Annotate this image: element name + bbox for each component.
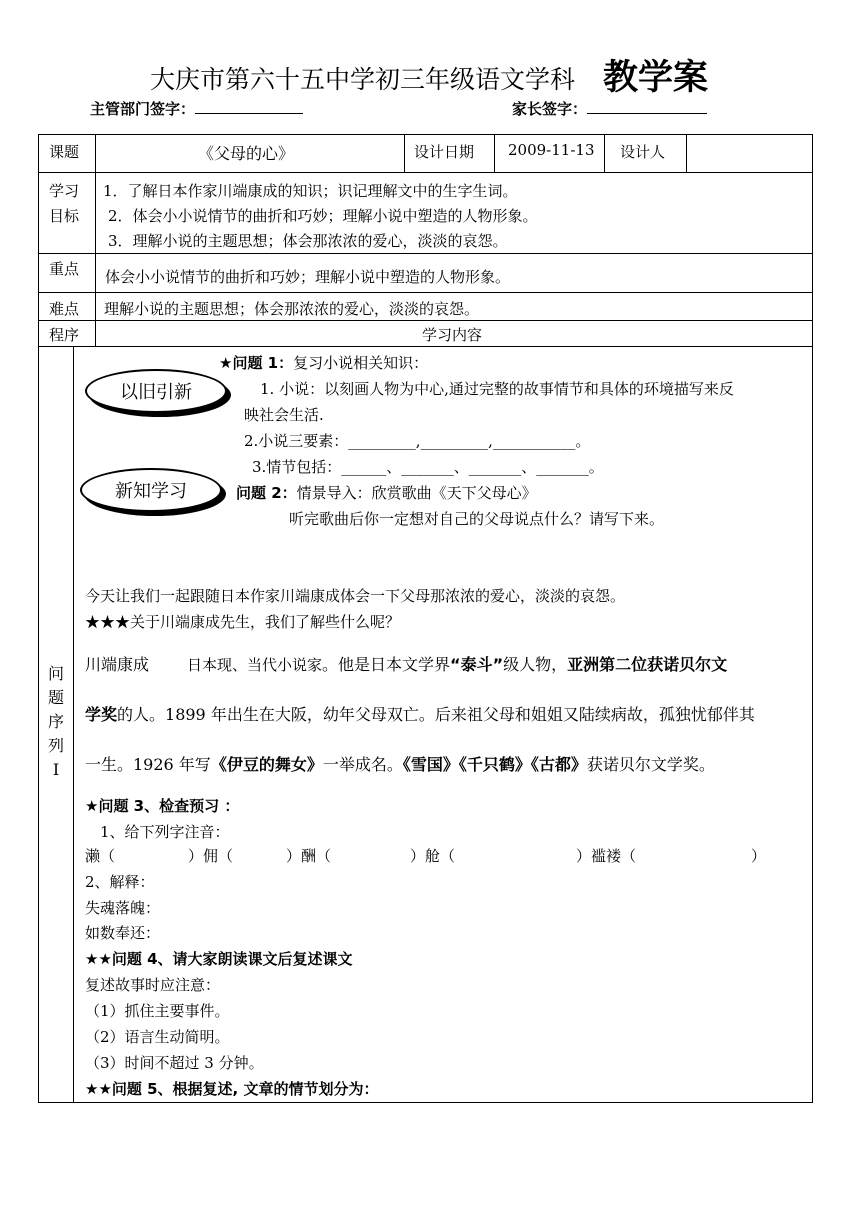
author-line-1: 川端康成 日本现、当代小说家。他是日本文学界“泰斗”级人物，亚洲第二位获诺贝尔文 [85,655,728,674]
goal-item: 1．了解日本作家川端康成的知识；识记理解文中的生字生词。 [103,182,518,200]
q1-line: 2.小说三要素：_________,_________,___________。 [244,432,591,450]
sign-parent-blank [587,99,707,114]
question-2: 问题 2：情景导入：欣赏歌曲《天下父母心》 [236,484,537,502]
design-date: 2009-11-13 [508,141,595,159]
q1-line: 1. 小说：以刻画人物为中心,通过完整的故事情节和具体的环境描写来反 [260,380,734,398]
q1-line: 映社会生活. [244,406,324,424]
label-difficulty: 难点 [49,300,80,318]
question-1: ★问题 1：复习小说相关知识： [219,354,429,372]
label-goals-2: 目标 [49,207,80,225]
label-goals-1: 学习 [49,182,80,200]
topic-title: 《父母的心》 [198,144,295,163]
difficulty-text: 理解小说的主题思想；体会那浓浓的爱心，淡淡的哀怨。 [104,300,480,318]
sign-parent [512,98,707,119]
label-designer: 设计人 [620,143,666,161]
goal-item: 3．理解小说的主题思想；体会那浓浓的爱心，淡淡的哀怨。 [108,232,508,250]
q4-line: （2）语言生动简明。 [85,1028,230,1046]
question-5: ★★问题 5、根据复述, 文章的情节划分为： [85,1080,379,1098]
sign-supervisor-label: 主管部门签字： [90,100,196,118]
q2-line: 听完歌曲后你一定想对自己的父母说点什么？请写下来。 [289,510,665,528]
intro-text: 今天让我们一起跟随日本作家川端康成体会一下父母那浓浓的爱心，淡淡的哀怨。 [85,587,626,605]
author-line-2: 学奖的人。1899 年出生在大阪，幼年父母双亡。后来祖父母和姐姐又陆续病故，孤独忧郁伴其 [85,705,755,724]
author-line-3: 一生。1926 年写《伊豆的舞女》一举成名。《雪国》《千只鹤》《古都》获诺贝尔文学奖。 [85,755,715,774]
page-title: 大庆市第六十五中学初三年级语文学科 [150,65,576,94]
content-header: 学习内容 [422,326,483,344]
q4-line: （3）时间不超过 3 分钟。 [85,1054,264,1072]
oval-review: 以旧引新 [85,369,227,413]
q4-line: 复述故事时应注意： [85,976,221,994]
q1-line: 3.情节包括：______、_______、_______、_______。 [252,458,604,476]
sign-supervisor [90,98,303,119]
q3-line: 失魂落魄： [85,899,161,917]
sign-parent-label: 家长签字： [512,100,588,118]
side-label: 问 题 序 列 Ⅰ [47,664,64,779]
q3-line: 如数奉还： [85,924,161,942]
author-question: ★★★关于川端康成先生，我们了解些什么呢？ [85,613,401,631]
question-3: ★问题 3、检查预习 ： [85,797,240,815]
oval-new-learning: 新知学习 [80,468,222,512]
sign-supervisor-blank [195,99,303,114]
q3-line: 2、解释： [85,873,155,891]
label-procedure: 程序 [49,326,80,344]
q3-line: 1、给下列字注音： [100,823,230,841]
label-design-date: 设计日期 [414,143,475,161]
page-title-emphasis: 教学案 [603,57,709,98]
label-topic: 课题 [49,143,80,161]
question-4: ★★问题 4、请大家朗读课文后复述课文 [85,950,353,968]
goal-item: 2．体会小小说情节的曲折和巧妙；理解小说中塑造的人物形象。 [108,207,538,225]
label-key-point: 重点 [49,260,80,278]
q4-line: （1）抓住主要事件。 [85,1002,230,1020]
key-point-text: 体会小小说情节的曲折和巧妙；理解小说中塑造的人物形象。 [105,268,511,286]
